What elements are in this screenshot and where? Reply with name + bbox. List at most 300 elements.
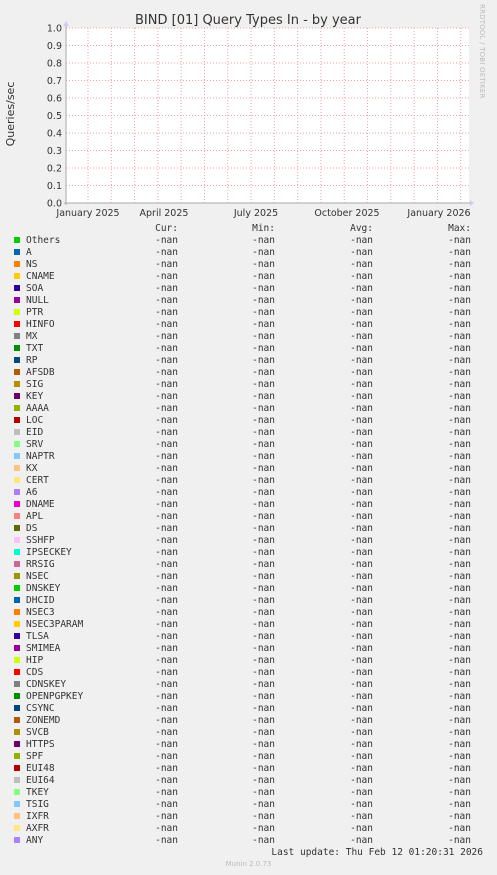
legend-name: IXFR	[26, 811, 49, 822]
x-tick-label: October 2025	[314, 208, 380, 219]
legend-value-cur: -nan	[155, 559, 178, 570]
legend-name: EID	[26, 427, 44, 438]
legend-value-cur: -nan	[155, 691, 178, 702]
legend-value-cur: -nan	[155, 595, 178, 606]
legend-row	[0, 235, 497, 247]
legend-swatch	[14, 321, 20, 327]
legend-value-cur: -nan	[155, 511, 178, 522]
legend-value-min: -nan	[252, 463, 275, 474]
legend-value-max: -nan	[448, 607, 471, 618]
legend-swatch	[14, 717, 20, 723]
legend-value-max: -nan	[448, 403, 471, 414]
legend-value-cur: -nan	[155, 463, 178, 474]
legend-value-max: -nan	[448, 487, 471, 498]
legend-value-avg: -nan	[350, 487, 373, 498]
legend-value-max: -nan	[448, 619, 471, 630]
legend-swatch	[14, 705, 20, 711]
legend-name: HINFO	[26, 319, 55, 330]
legend-name: RRSIG	[26, 559, 55, 570]
legend-value-max: -nan	[448, 583, 471, 594]
legend-row	[0, 499, 497, 511]
legend-value-avg: -nan	[350, 775, 373, 786]
legend-row	[0, 259, 497, 271]
legend-name: OPENPGPKEY	[26, 691, 84, 702]
legend-name: SVCB	[26, 727, 49, 738]
legend-name: A6	[26, 487, 38, 498]
legend-swatch	[14, 537, 20, 543]
legend-name: CDNSKEY	[26, 679, 67, 690]
y-tick-label: 0.6	[46, 93, 62, 105]
legend-value-max: -nan	[448, 787, 471, 798]
legend-swatch	[14, 453, 20, 459]
legend-name: A	[26, 247, 32, 258]
legend-row	[0, 247, 497, 259]
legend-swatch	[14, 261, 20, 267]
legend-value-max: -nan	[448, 655, 471, 666]
legend-value-min: -nan	[252, 787, 275, 798]
legend-swatch	[14, 513, 20, 519]
legend-value-min: -nan	[252, 547, 275, 558]
legend-swatch	[14, 729, 20, 735]
y-tick-label: 1.0	[46, 23, 62, 35]
legend-value-max: -nan	[448, 235, 471, 246]
legend-value-min: -nan	[252, 259, 275, 270]
legend-swatch	[14, 609, 20, 615]
legend-value-min: -nan	[252, 379, 275, 390]
legend-row	[0, 583, 497, 595]
legend-swatch	[14, 561, 20, 567]
legend-value-cur: -nan	[155, 667, 178, 678]
legend-value-max: -nan	[448, 355, 471, 366]
legend-swatch	[14, 693, 20, 699]
legend-value-cur: -nan	[155, 835, 178, 846]
legend-name: Others	[26, 235, 61, 246]
legend-swatch	[14, 429, 20, 435]
legend-swatch	[14, 813, 20, 819]
legend-value-cur: -nan	[155, 271, 178, 282]
chart	[0, 0, 497, 222]
legend-value-min: -nan	[252, 619, 275, 630]
legend-swatch	[14, 309, 20, 315]
legend-row	[0, 727, 497, 739]
legend-value-avg: -nan	[350, 799, 373, 810]
legend-swatch	[14, 573, 20, 579]
legend-value-min: -nan	[252, 343, 275, 354]
legend-name: NSEC	[26, 571, 49, 582]
legend-row	[0, 631, 497, 643]
legend-row	[0, 367, 497, 379]
legend-row	[0, 751, 497, 763]
legend-value-min: -nan	[252, 403, 275, 414]
legend-value-avg: -nan	[350, 367, 373, 378]
legend-swatch	[14, 405, 20, 411]
legend-value-cur: -nan	[155, 427, 178, 438]
legend-name: AFSDB	[26, 367, 55, 378]
legend-value-cur: -nan	[155, 235, 178, 246]
legend-value-min: -nan	[252, 439, 275, 450]
legend-name: TKEY	[26, 787, 49, 798]
legend-row	[0, 643, 497, 655]
legend-value-avg: -nan	[350, 679, 373, 690]
y-tick-label: 0.9	[46, 41, 62, 52]
legend-value-avg: -nan	[350, 247, 373, 258]
legend-row	[0, 511, 497, 523]
legend-swatch	[14, 441, 20, 447]
legend-name: NAPTR	[26, 451, 55, 462]
legend-value-cur: -nan	[155, 379, 178, 390]
legend-value-min: -nan	[252, 307, 275, 318]
legend-name: CDS	[26, 667, 44, 678]
legend-value-avg: -nan	[350, 523, 373, 534]
legend-swatch	[14, 525, 20, 531]
legend-value-max: -nan	[448, 475, 471, 486]
legend-value-max: -nan	[448, 667, 471, 678]
legend-row	[0, 487, 497, 499]
legend-row	[0, 475, 497, 487]
legend-row	[0, 535, 497, 547]
legend-value-min: -nan	[252, 763, 275, 774]
legend-swatch	[14, 789, 20, 795]
legend-value-avg: -nan	[350, 283, 373, 294]
legend-value-avg: -nan	[350, 559, 373, 570]
legend-value-avg: -nan	[350, 835, 373, 846]
legend-name: AXFR	[26, 823, 49, 834]
legend-name: NSEC3PARAM	[26, 619, 84, 630]
legend-value-max: -nan	[448, 379, 471, 390]
legend-value-avg: -nan	[350, 427, 373, 438]
legend-value-min: -nan	[252, 595, 275, 606]
legend-row	[0, 283, 497, 295]
legend-value-cur: -nan	[155, 319, 178, 330]
legend-row	[0, 811, 497, 823]
legend-value-avg: -nan	[350, 259, 373, 270]
legend-name: SRV	[26, 439, 44, 450]
legend-swatch	[14, 753, 20, 759]
legend-row	[0, 523, 497, 535]
legend-value-cur: -nan	[155, 679, 178, 690]
legend-value-max: -nan	[448, 763, 471, 774]
header-avg: Avg:	[350, 223, 373, 234]
legend-value-max: -nan	[448, 775, 471, 786]
legend-value-min: -nan	[252, 451, 275, 462]
legend-swatch	[14, 501, 20, 507]
y-tick-label: 0.7	[46, 76, 62, 87]
legend-value-min: -nan	[252, 247, 275, 258]
legend-value-cur: -nan	[155, 451, 178, 462]
legend-name: SIG	[26, 379, 44, 390]
legend-swatch	[14, 741, 20, 747]
legend-name: TXT	[26, 343, 44, 354]
legend-value-cur: -nan	[155, 535, 178, 546]
legend-name: PTR	[26, 307, 44, 318]
legend-name: CERT	[26, 475, 49, 486]
y-tick-label: 0.4	[46, 128, 62, 140]
legend-swatch	[14, 381, 20, 387]
legend-value-max: -nan	[448, 367, 471, 378]
legend-value-avg: -nan	[350, 511, 373, 522]
legend-name: EUI48	[26, 763, 55, 774]
legend-swatch	[14, 597, 20, 603]
y-axis-label: Queries/sec	[4, 81, 17, 147]
legend-name: TLSA	[26, 631, 49, 642]
legend-value-avg: -nan	[350, 823, 373, 834]
legend-value-min: -nan	[252, 331, 275, 342]
legend-value-cur: -nan	[155, 295, 178, 306]
legend-row	[0, 607, 497, 619]
legend-value-avg: -nan	[350, 403, 373, 414]
legend-swatch	[14, 837, 20, 843]
legend-value-cur: -nan	[155, 283, 178, 294]
legend-swatch	[14, 549, 20, 555]
y-tick-label: 0.1	[46, 181, 62, 192]
legend-name: SPF	[26, 751, 44, 762]
legend-value-min: -nan	[252, 703, 275, 714]
legend-value-avg: -nan	[350, 415, 373, 426]
legend-swatch	[14, 645, 20, 651]
legend-row	[0, 463, 497, 475]
legend-value-avg: -nan	[350, 535, 373, 546]
legend-row	[0, 343, 497, 355]
legend-row	[0, 679, 497, 691]
legend-swatch	[14, 777, 20, 783]
legend-name: KEY	[26, 391, 44, 402]
legend-row	[0, 391, 497, 403]
legend-row	[0, 823, 497, 835]
legend-value-avg: -nan	[350, 811, 373, 822]
legend-value-max: -nan	[448, 511, 471, 522]
legend-value-avg: -nan	[350, 727, 373, 738]
legend-value-min: -nan	[252, 667, 275, 678]
legend-value-cur: -nan	[155, 259, 178, 270]
legend-name: IPSECKEY	[26, 547, 72, 558]
legend-value-min: -nan	[252, 775, 275, 786]
legend-value-min: -nan	[252, 655, 275, 666]
legend-value-max: -nan	[448, 571, 471, 582]
header-max: Max:	[448, 223, 471, 234]
legend-row	[0, 307, 497, 319]
legend-value-max: -nan	[448, 727, 471, 738]
legend-value-max: -nan	[448, 835, 471, 846]
legend-name: NSEC3	[26, 607, 55, 618]
legend-value-avg: -nan	[350, 295, 373, 306]
y-tick-label: 0.0	[46, 198, 62, 210]
legend-row	[0, 295, 497, 307]
legend-swatch	[14, 621, 20, 627]
legend-value-max: -nan	[448, 823, 471, 834]
legend-value-max: -nan	[448, 811, 471, 822]
legend-value-cur: -nan	[155, 391, 178, 402]
legend-value-avg: -nan	[350, 739, 373, 750]
legend-swatch	[14, 249, 20, 255]
legend-name: ANY	[26, 835, 44, 846]
legend-value-avg: -nan	[350, 691, 373, 702]
legend-value-min: -nan	[252, 499, 275, 510]
legend-value-max: -nan	[448, 631, 471, 642]
legend-row	[0, 799, 497, 811]
legend-value-avg: -nan	[350, 643, 373, 654]
legend-value-cur: -nan	[155, 727, 178, 738]
legend-row	[0, 655, 497, 667]
legend-value-min: -nan	[252, 571, 275, 582]
legend-swatch	[14, 285, 20, 291]
legend-value-cur: -nan	[155, 775, 178, 786]
legend-row	[0, 715, 497, 727]
y-tick-labels	[47, 24, 62, 210]
legend-row	[0, 763, 497, 775]
legend-value-cur: -nan	[155, 607, 178, 618]
legend-value-avg: -nan	[350, 751, 373, 762]
legend-row	[0, 319, 497, 331]
legend-value-cur: -nan	[155, 619, 178, 630]
legend-value-cur: -nan	[155, 247, 178, 258]
legend-name: LOC	[26, 415, 44, 426]
y-tick-label: 0.3	[46, 146, 62, 157]
legend-swatch	[14, 825, 20, 831]
x-axis-arrow	[470, 200, 474, 206]
legend-value-min: -nan	[252, 283, 275, 294]
legend-value-avg: -nan	[350, 703, 373, 714]
legend-value-min: -nan	[252, 535, 275, 546]
legend-value-max: -nan	[448, 535, 471, 546]
legend-value-avg: -nan	[350, 607, 373, 618]
legend-value-avg: -nan	[350, 271, 373, 282]
legend-swatch	[14, 681, 20, 687]
legend-value-max: -nan	[448, 523, 471, 534]
header-min: Min:	[252, 223, 275, 234]
legend-value-avg: -nan	[350, 307, 373, 318]
legend-value-max: -nan	[448, 463, 471, 474]
munin-version: Munin 2.0.73	[225, 860, 272, 868]
legend-swatch	[14, 333, 20, 339]
legend-value-avg: -nan	[350, 547, 373, 558]
legend-row	[0, 379, 497, 391]
legend-value-cur: -nan	[155, 787, 178, 798]
rrdtool-credit: RRDTOOL / TOBI OETIKER	[478, 4, 486, 99]
legend-value-max: -nan	[448, 271, 471, 282]
legend-value-min: -nan	[252, 415, 275, 426]
legend-value-min: -nan	[252, 559, 275, 570]
legend-value-min: -nan	[252, 487, 275, 498]
legend-value-avg: -nan	[350, 499, 373, 510]
legend-value-cur: -nan	[155, 523, 178, 534]
legend-value-cur: -nan	[155, 751, 178, 762]
x-tick-labels	[55, 208, 470, 219]
legend-value-min: -nan	[252, 391, 275, 402]
legend-row	[0, 403, 497, 415]
legend-value-cur: -nan	[155, 367, 178, 378]
legend-value-min: -nan	[252, 643, 275, 654]
legend-value-avg: -nan	[350, 379, 373, 390]
legend-value-avg: -nan	[350, 631, 373, 642]
legend-value-cur: -nan	[155, 763, 178, 774]
legend-value-cur: -nan	[155, 307, 178, 318]
legend-value-avg: -nan	[350, 463, 373, 474]
legend-swatch	[14, 345, 20, 351]
legend-swatch	[14, 465, 20, 471]
legend-value-min: -nan	[252, 319, 275, 330]
legend-value-avg: -nan	[350, 667, 373, 678]
x-tick-label: July 2025	[233, 208, 279, 219]
legend-value-min: -nan	[252, 523, 275, 534]
legend-value-min: -nan	[252, 583, 275, 594]
legend-name: TSIG	[26, 799, 49, 810]
legend-row	[0, 355, 497, 367]
legend-value-cur: -nan	[155, 415, 178, 426]
legend-name: SOA	[26, 283, 44, 294]
legend-value-max: -nan	[448, 559, 471, 570]
y-tick-label: 0.2	[46, 163, 62, 175]
legend-row	[0, 703, 497, 715]
legend-swatch	[14, 801, 20, 807]
legend-name: DHCID	[26, 595, 55, 606]
legend-swatch	[14, 297, 20, 303]
legend-value-avg: -nan	[350, 331, 373, 342]
legend-row	[0, 619, 497, 631]
legend-name: NULL	[26, 295, 49, 306]
legend-value-min: -nan	[252, 607, 275, 618]
legend-row	[0, 415, 497, 427]
legend-value-max: -nan	[448, 307, 471, 318]
legend-row	[0, 787, 497, 799]
legend-value-max: -nan	[448, 703, 471, 714]
legend-value-cur: -nan	[155, 475, 178, 486]
legend-swatch	[14, 393, 20, 399]
legend-value-min: -nan	[252, 739, 275, 750]
legend-name: SSHFP	[26, 535, 55, 546]
legend-row	[0, 835, 497, 847]
legend-value-max: -nan	[448, 547, 471, 558]
legend-value-min: -nan	[252, 355, 275, 366]
legend-value-max: -nan	[448, 595, 471, 606]
legend-value-min: -nan	[252, 715, 275, 726]
chart-title: BIND [01] Query Types In - by year	[135, 13, 361, 28]
legend-row	[0, 571, 497, 583]
legend-row	[0, 331, 497, 343]
legend-value-cur: -nan	[155, 703, 178, 714]
legend-value-min: -nan	[252, 751, 275, 762]
legend-value-avg: -nan	[350, 319, 373, 330]
legend-value-cur: -nan	[155, 655, 178, 666]
legend-value-avg: -nan	[350, 595, 373, 606]
legend-value-max: -nan	[448, 499, 471, 510]
legend-value-max: -nan	[448, 331, 471, 342]
legend-value-max: -nan	[448, 415, 471, 426]
legend-value-max: -nan	[448, 283, 471, 294]
legend-value-cur: -nan	[155, 811, 178, 822]
legend-value-min: -nan	[252, 295, 275, 306]
legend-name: KX	[26, 463, 38, 474]
legend-name: RP	[26, 355, 38, 366]
legend-value-avg: -nan	[350, 475, 373, 486]
legend-name: CNAME	[26, 271, 55, 282]
legend-row	[0, 271, 497, 283]
last-update: Last update: Thu Feb 12 01:20:31 2026	[271, 847, 483, 858]
legend-value-max: -nan	[448, 439, 471, 450]
legend-value-avg: -nan	[350, 787, 373, 798]
legend-row	[0, 439, 497, 451]
legend-value-min: -nan	[252, 823, 275, 834]
legend-value-cur: -nan	[155, 799, 178, 810]
legend-value-cur: -nan	[155, 823, 178, 834]
header-cur: Cur:	[155, 223, 178, 234]
legend-row	[0, 559, 497, 571]
legend-row	[0, 691, 497, 703]
legend-swatch	[14, 417, 20, 423]
legend-swatch	[14, 477, 20, 483]
legend-value-min: -nan	[252, 691, 275, 702]
legend-row	[0, 427, 497, 439]
legend-value-cur: -nan	[155, 739, 178, 750]
